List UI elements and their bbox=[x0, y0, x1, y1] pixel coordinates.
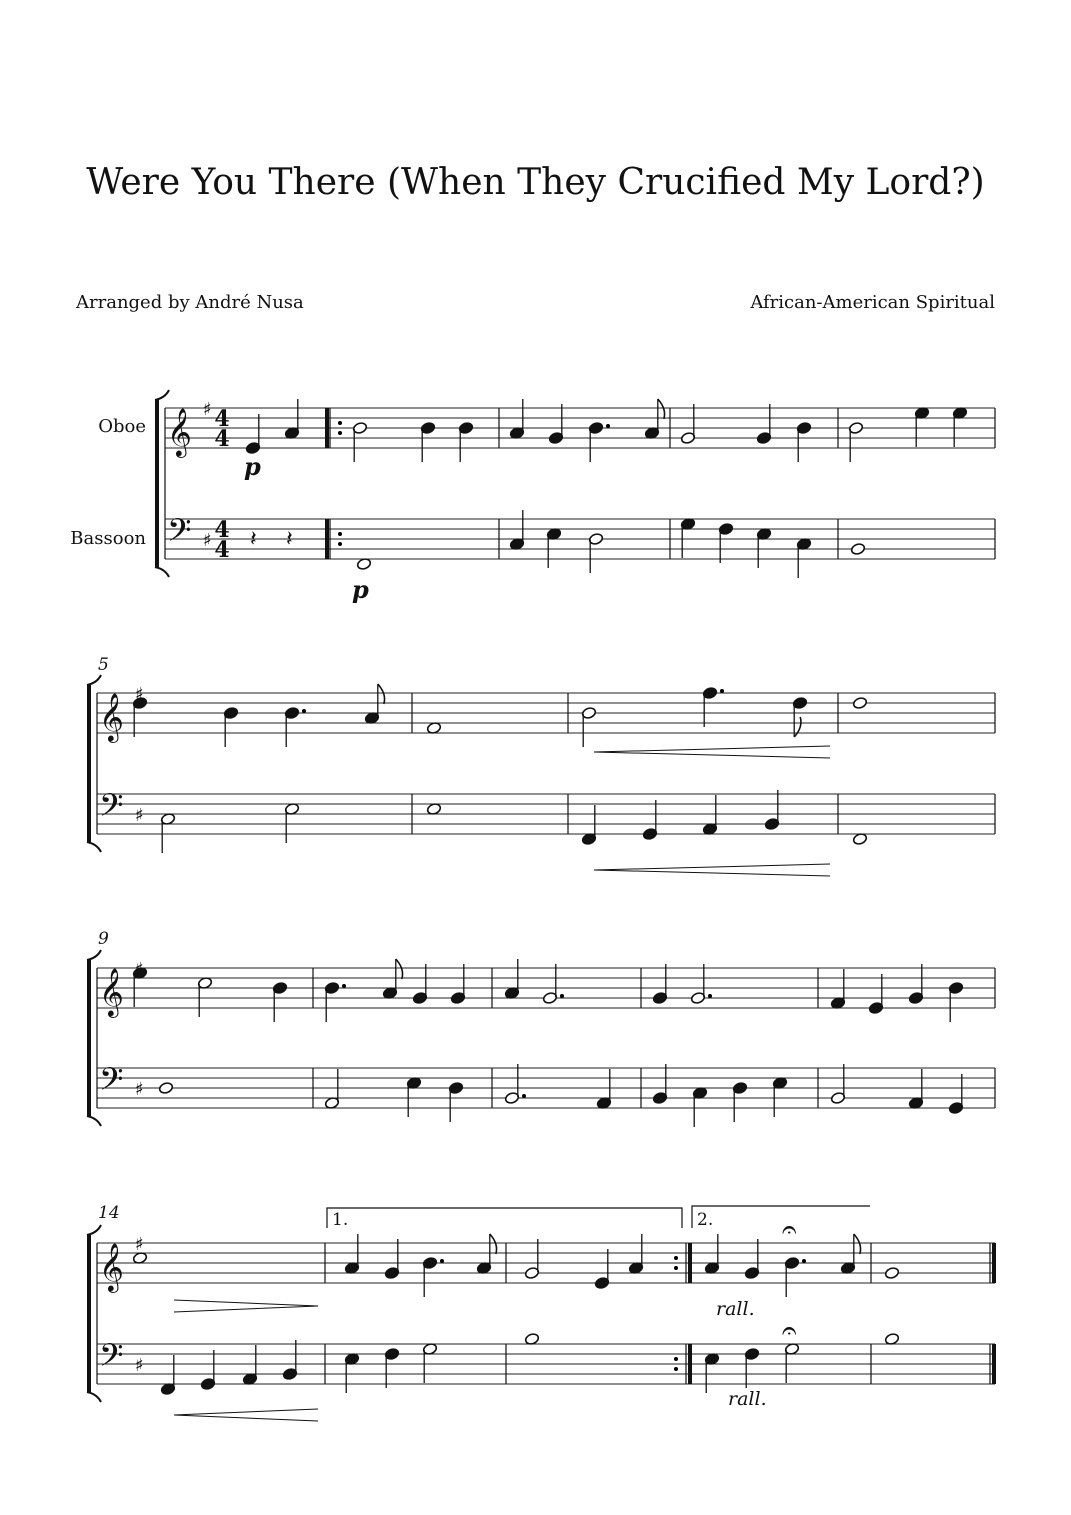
repeat-dot bbox=[338, 431, 342, 435]
volta-bracket-2 bbox=[692, 1206, 870, 1228]
bracket-hook bbox=[87, 950, 101, 960]
time-signature-top: 4 bbox=[214, 517, 230, 543]
key-sharp: ♯ bbox=[135, 959, 144, 980]
bracket-hook bbox=[155, 567, 169, 577]
treble-clef: 𝄞 bbox=[167, 407, 192, 456]
arranger-credit: Arranged by André Nusa bbox=[76, 292, 304, 313]
staff-lines bbox=[97, 408, 995, 1384]
bass-clef: 𝄢 bbox=[99, 1061, 124, 1105]
note-dot bbox=[802, 1259, 806, 1263]
note-head bbox=[158, 1081, 173, 1094]
repeat-dot bbox=[674, 1367, 678, 1371]
note-dot bbox=[302, 709, 306, 713]
time-signature-bottom: 4 bbox=[214, 426, 230, 452]
key-sharp: ♯ bbox=[135, 805, 144, 826]
crescendo-hairpin bbox=[174, 1409, 318, 1415]
note-dot bbox=[720, 689, 724, 693]
repeat-dot bbox=[674, 1256, 678, 1260]
crescendo-hairpin bbox=[594, 752, 830, 758]
note-dot bbox=[522, 1094, 526, 1098]
treble-clef: 𝄞 bbox=[99, 1242, 124, 1291]
bass-clef: 𝄢 bbox=[167, 512, 192, 556]
repeat-dot bbox=[338, 542, 342, 546]
note-dot bbox=[560, 994, 564, 998]
volta-bracket-1 bbox=[327, 1208, 682, 1228]
crescendo-hairpin bbox=[594, 864, 830, 870]
note-dot bbox=[708, 994, 712, 998]
key-sharp: ♯ bbox=[203, 399, 212, 420]
note-flag bbox=[396, 959, 403, 979]
fermata: 𝄐 bbox=[782, 1215, 797, 1245]
volta-label: 1. bbox=[332, 1210, 349, 1230]
key-sharp: ♯ bbox=[135, 1234, 144, 1255]
measure-number: 5 bbox=[98, 655, 109, 675]
repeat-dot bbox=[674, 1266, 678, 1270]
piece-title: Were You There (When They Crucified My Lord?) bbox=[86, 162, 985, 203]
note-flag bbox=[378, 684, 385, 704]
quarter-rest: 𝄽 bbox=[250, 527, 257, 552]
bracket-hook bbox=[87, 1225, 101, 1235]
measure-number: 9 bbox=[98, 929, 109, 949]
rallentando-mark: rall. bbox=[716, 1298, 755, 1320]
note-flag bbox=[490, 1234, 497, 1254]
bass-clef: 𝄢 bbox=[99, 787, 124, 831]
note-flag bbox=[658, 399, 665, 419]
measure-number: 14 bbox=[98, 1203, 120, 1223]
instrument-name-oboe: Oboe bbox=[98, 416, 146, 437]
key-sharp: ♯ bbox=[135, 1355, 144, 1376]
note-head bbox=[852, 696, 867, 709]
note-head bbox=[850, 542, 865, 555]
notes bbox=[132, 399, 967, 1396]
dynamic-piano: p bbox=[244, 452, 261, 481]
crescendo-hairpin bbox=[594, 746, 830, 752]
dynamic-piano: p bbox=[352, 575, 369, 604]
note-dot bbox=[606, 424, 610, 428]
repeat-dot bbox=[674, 1357, 678, 1361]
note-head bbox=[884, 1266, 899, 1279]
note-flag bbox=[854, 1234, 861, 1254]
marks bbox=[70, 399, 870, 1421]
diminuendo-hairpin bbox=[174, 1300, 318, 1306]
bracket-hook bbox=[155, 390, 169, 400]
key-sharp: ♯ bbox=[203, 530, 212, 551]
note-flag bbox=[794, 717, 801, 737]
bracket-hook bbox=[87, 1392, 101, 1402]
instrument-name-bassoon: Bassoon bbox=[70, 528, 146, 549]
time-signature-bottom: 4 bbox=[214, 537, 230, 563]
treble-clef: 𝄞 bbox=[99, 692, 124, 741]
repeat-dot bbox=[338, 421, 342, 425]
volta-label: 2. bbox=[697, 1210, 714, 1230]
note-dot bbox=[342, 984, 346, 988]
time-signature-top: 4 bbox=[214, 406, 230, 432]
key-sharp: ♯ bbox=[135, 1079, 144, 1100]
quarter-rest: 𝄽 bbox=[286, 527, 293, 552]
repeat-dot bbox=[338, 532, 342, 536]
bracket-hook bbox=[87, 675, 101, 685]
treble-clef: 𝄞 bbox=[99, 967, 124, 1016]
bracket-hook bbox=[87, 1116, 101, 1126]
diminuendo-hairpin bbox=[174, 1306, 318, 1312]
bracket-hook bbox=[87, 842, 101, 852]
crescendo-hairpin bbox=[174, 1415, 318, 1421]
note-dot bbox=[440, 1259, 444, 1263]
bass-clef: 𝄢 bbox=[99, 1337, 124, 1381]
rallentando-mark: rall. bbox=[728, 1388, 767, 1410]
composer-credit: African-American Spiritual bbox=[750, 292, 995, 313]
key-sharp: ♯ bbox=[135, 684, 144, 705]
crescendo-hairpin bbox=[594, 870, 830, 876]
fermata: 𝄐 bbox=[782, 1316, 797, 1346]
